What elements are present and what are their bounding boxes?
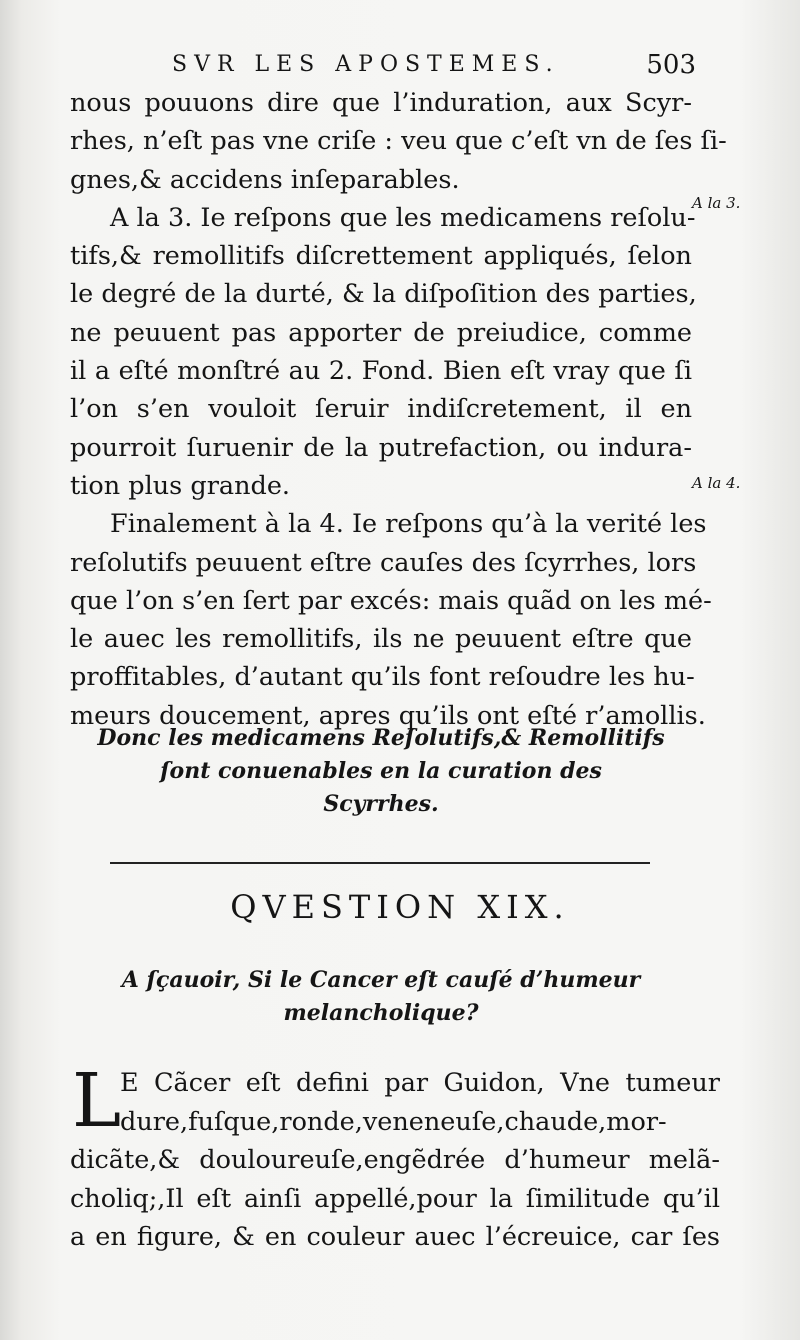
text-line: le auec les remollitifs, ils ne peuuent eſtre que: [70, 624, 692, 655]
subtitle-line: A ſçauoir, Si le Cancer eſt cauſé d’humeur: [121, 967, 641, 993]
conclusion: [70, 722, 692, 821]
conclusion-line: ſont conuenables en la curation des: [160, 758, 602, 784]
text-line: Finalement à la 4. Ie reſpons qu’à la verité les: [110, 509, 707, 540]
text-line: le degré de la durté, & la diſpoſition des parties,: [70, 279, 697, 310]
text-line: rhes, n’eſt pas vne criſe : veu que c’eſt vn de ſes ſi-: [70, 126, 727, 157]
text-line: tion plus grande.: [70, 470, 291, 501]
margin-note: A la 4.: [692, 474, 741, 492]
margin-note: A la 3.: [692, 194, 741, 212]
text-line: tifs,& remollitifs diſcrettement appliqués, ſelon: [70, 241, 692, 272]
page-header: [100, 52, 700, 86]
text-line: dicãte,& douloureuſe,engẽdrée d’humeur melã-: [70, 1145, 720, 1175]
text-line: que l’on s’en ſert par excés: mais quãd on les mé-: [70, 585, 712, 616]
text-line: nous pouuons dire que l’induration, aux Scyr-: [70, 88, 692, 118]
text-line: a en figure, & en couleur auec l’écreuice, car ſes: [70, 1222, 720, 1252]
text-line: ne peuuent pas apporter de preiudice, comme: [70, 317, 692, 348]
text-line: proffitables, d’autant qu’ils font reſoudre les hu-: [70, 662, 695, 693]
text-line: l’on s’en vouloit ſeruir indiſcretement, il en: [70, 394, 692, 425]
drop-cap: L: [72, 1058, 122, 1144]
section-rule: [110, 862, 650, 864]
conclusion-line: Scyrrhes.: [323, 791, 439, 817]
subtitle-line: melancholique?: [283, 1000, 479, 1026]
question-title: QVESTION XIX.: [230, 888, 570, 926]
text-line: pourroit ſuruenir de la putrefaction, ou indura-: [70, 432, 692, 463]
text-line: reſolutifs peuuent eſtre cauſes des ſcyrrhes, lors: [70, 547, 697, 578]
text-line: E Cãcer eſt defini par Guidon, Vne tumeur: [120, 1068, 720, 1098]
text-line: meurs doucement, apres qu’ils ont eſté r’amollis.: [70, 700, 706, 731]
text-line: gnes,& accidens inſeparables.: [70, 164, 460, 195]
chapter-text: [70, 1058, 720, 1257]
page-number: 503: [646, 50, 696, 80]
conclusion-line: Donc les medicamens Reſolutifs,& Remollitifs: [97, 725, 665, 751]
text-line: A la 3. Ie reſpons que les medicamens reſolu-: [110, 202, 696, 233]
running-head: SVR LES APOSTEMES.: [172, 52, 560, 77]
text-line: il a eſté monſtré au 2. Fond. Bien eſt vray que ſi: [70, 356, 692, 387]
text-line: dure,fuſque,ronde,veneneuſe,chaude,mor-: [120, 1106, 667, 1137]
text-line: choliq;,Il eſt ainſi appellé,pour la ſimilitude qu’il: [70, 1183, 720, 1214]
question-subtitle: [70, 964, 692, 1030]
